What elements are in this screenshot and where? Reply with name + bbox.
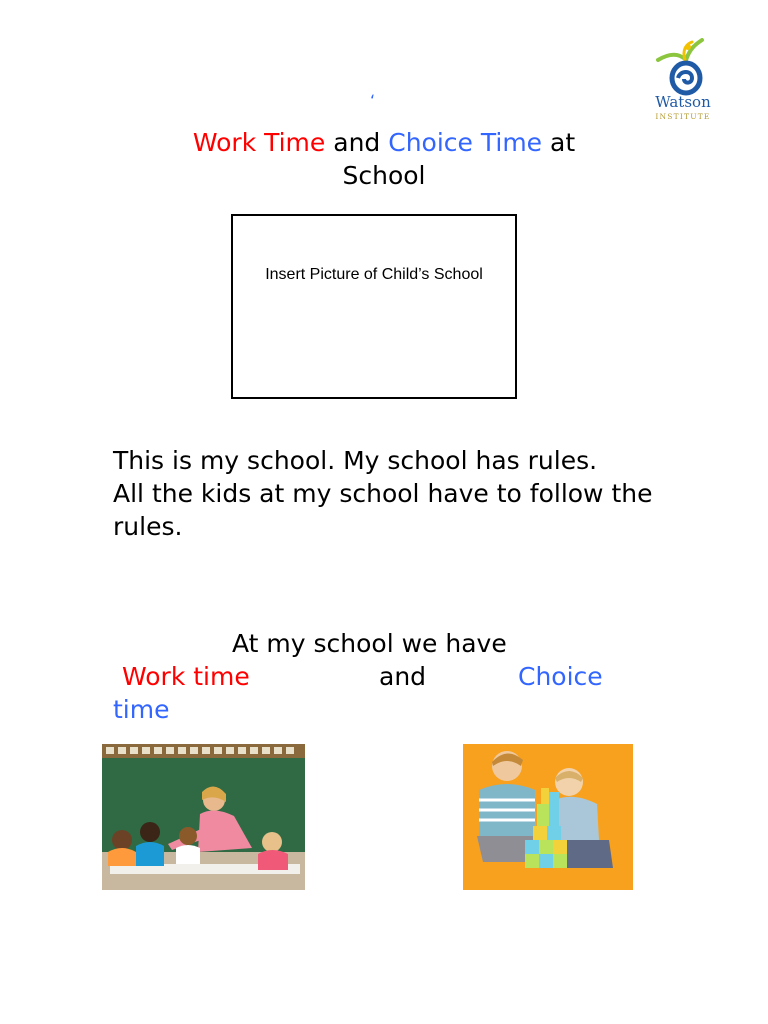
work-time-label: Work time: [122, 662, 250, 691]
choice-label: Choice: [518, 662, 603, 691]
logo-wordmark: Watson: [655, 93, 711, 111]
school-picture-placeholder: [231, 214, 517, 399]
title-work-time: Work Time: [192, 128, 326, 157]
choice-time-label: time: [113, 695, 170, 724]
story-paragraph: [113, 444, 693, 543]
and-label: and: [379, 662, 427, 691]
classroom-teacher-photo: [102, 744, 305, 890]
title-and: and: [333, 128, 381, 157]
page-title: [140, 126, 628, 192]
watson-swirl-icon: [652, 38, 714, 96]
kids-playing-blocks-photo: [463, 744, 633, 890]
placeholder-label: Insert Picture of Child’s School: [265, 266, 483, 283]
watson-institute-logo: [648, 38, 718, 130]
title-choice-time: Choice Time: [388, 128, 543, 157]
have-intro: At my school we have: [232, 629, 507, 658]
stray-quote-mark: ‘: [370, 91, 376, 110]
story-line-1: This is my school. My school has rules.: [113, 446, 598, 475]
time-types-line: [0, 660, 768, 730]
title-at: at: [550, 128, 576, 157]
logo-subtitle: INSTITUTE: [655, 112, 711, 121]
story-line-2: All the kids at my school have to follow the rules.: [113, 479, 653, 541]
title-school: School: [342, 161, 426, 190]
